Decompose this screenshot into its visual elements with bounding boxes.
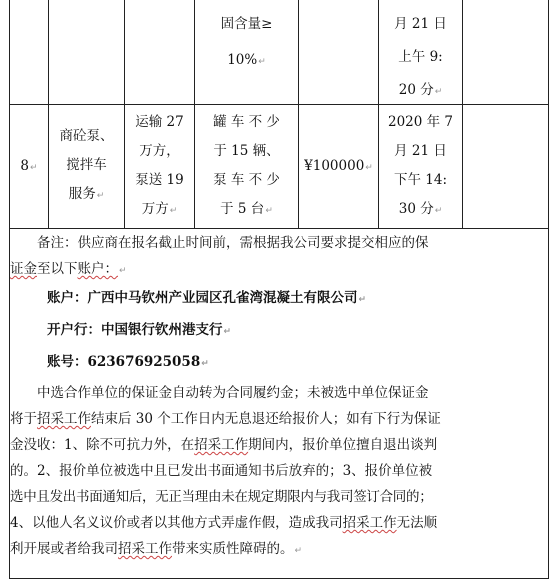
row8-qty-line1: 运输 27: [135, 114, 184, 130]
row8-price: ¥100000↵: [304, 158, 373, 174]
row8-date-line3: 下午 14:: [393, 172, 448, 188]
note-intro-line1: 备注：供应商在报名截止时间前，需根据我公司要求提交相应的保: [37, 235, 429, 251]
row8-date-line4: 30 分↵: [398, 201, 443, 217]
note-account-number: 账号：623676925058↵: [47, 354, 209, 370]
row8-qty-line3: 泵送 19: [135, 172, 184, 188]
row-divider-top: [9, 104, 549, 105]
note-terms-line1: 中选合作单位的保证金自动转为合同履约金；未被选中单位保证金: [37, 385, 429, 401]
note-terms-line6: 4、以他人名义议价或者以其他方式弄虚作假，造成我司招采工作无法顺: [10, 515, 438, 531]
note-bank: 开户行：中国银行钦州港支行↵: [47, 322, 232, 338]
row8-name-line1: 商砼泵、: [59, 128, 114, 144]
row8-date-line2: 月 21 日: [394, 143, 447, 159]
note-terms-line3: 金没收：1、除不可抗力外，在招采工作期间内，报价单位擅自退出谈判: [10, 437, 438, 453]
note-intro-line2: 证金至以下账户：↵: [10, 261, 127, 277]
row8-date-line1: 2020 年 7: [387, 114, 454, 130]
note-terms-line4: 的。2、报价单位被选中且已发出书面通知书后放弃的；3、报价单位被: [10, 463, 433, 479]
row8-number: 8↵: [20, 158, 38, 174]
row8-name-line3: 服务↵: [68, 186, 105, 202]
row8-name-line2: 搅拌车: [66, 157, 107, 173]
top-row-solid-content-line1: 固含量≥: [220, 16, 273, 32]
col-divider-6: [462, 0, 463, 228]
note-terms-line2: 将于招采工作结束后 30 个工作日内无息退还给报价人；如有下行为保证: [10, 411, 441, 427]
note-terms-line7: 利开展或者给我司招采工作带来实质性障碍的。↵: [10, 541, 303, 557]
col-divider-4: [298, 0, 299, 228]
row8-qty-line4: 万方↵: [141, 201, 178, 217]
row8-requirement-line4: 于 5 台↵: [220, 201, 273, 217]
row8-requirement-line2: 于 15 辆、: [213, 143, 280, 159]
table-border-bottom: [9, 578, 549, 579]
note-account-name: 账户：广西中马钦州产业园区孔雀湾混凝土有限公司↵: [47, 290, 367, 306]
row8-requirement-line1: 罐 车 不 少: [213, 114, 280, 130]
note-terms-line5: 选中且发出书面通知后，无正当理由未在规定期限内与我司签订合同的；: [10, 489, 433, 505]
top-row-date-line3: 20 分↵: [398, 82, 443, 98]
row-divider-notes: [9, 228, 549, 229]
top-row-solid-content-line2: 10%↵: [227, 52, 266, 68]
table-border-right: [548, 0, 549, 578]
row8-qty-line2: 万方，: [139, 143, 180, 159]
top-row-date-line1: 月 21 日: [394, 16, 447, 32]
row8-requirement-line3: 泵 车 不 少: [213, 172, 280, 188]
top-row-date-line2: 上午 9:: [398, 49, 443, 65]
